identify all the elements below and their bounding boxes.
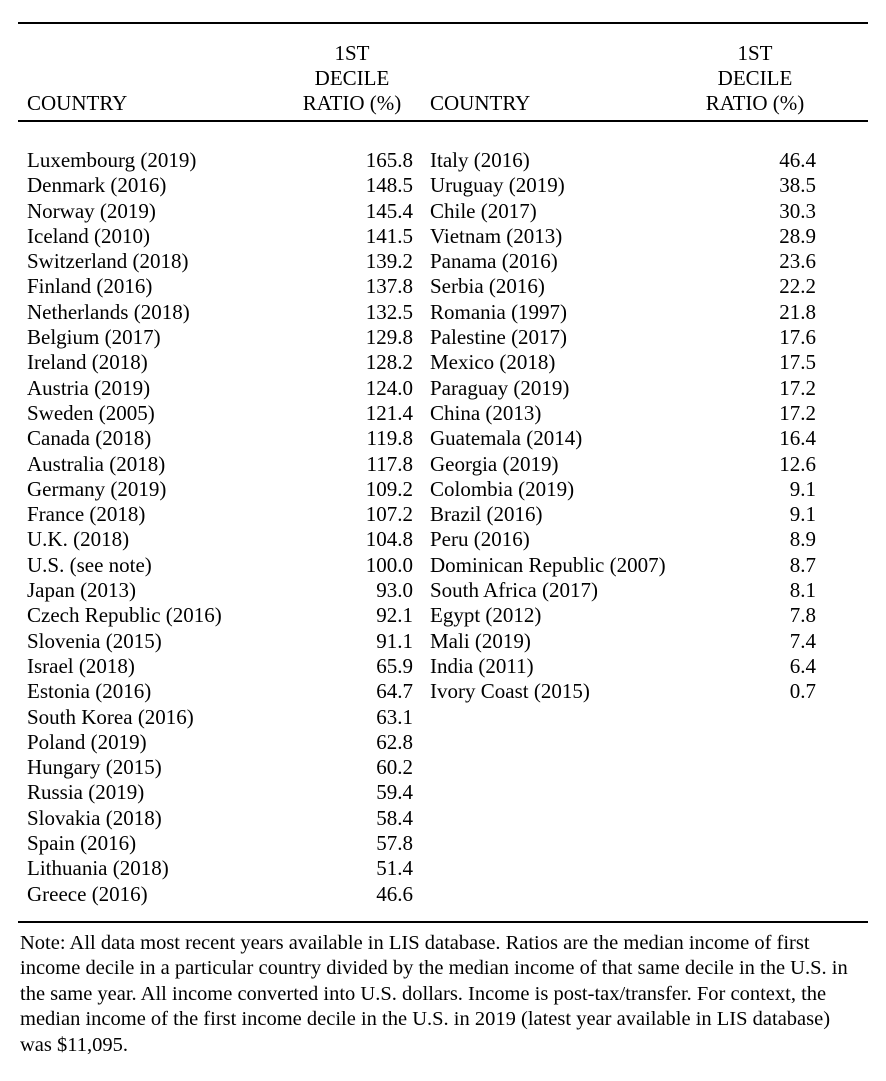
decile-ratio-cell: 16.4	[779, 426, 816, 451]
decile-ratio-cell: 12.6	[779, 451, 816, 476]
table-row	[18, 755, 421, 780]
decile-ratio-cell: 46.6	[376, 881, 413, 906]
decile-ratio-cell: 100.0	[365, 552, 413, 577]
decile-ratio-cell: 17.2	[779, 375, 816, 400]
decile-ratio-cell: 7.8	[789, 603, 816, 628]
note-spacer	[18, 907, 868, 921]
country-name-cell: Japan (2013)	[27, 578, 137, 603]
country-name-cell: Israel (2018)	[27, 653, 135, 678]
decile-ratio-cell: 30.3	[779, 198, 816, 223]
country-name-cell: Dominican Republic (2007)	[430, 552, 666, 577]
country-name-cell: Guatemala (2014)	[430, 426, 583, 451]
country-name-cell: Netherlands (2018)	[27, 299, 190, 324]
decile-ratio-cell: 0.7	[789, 679, 816, 704]
table-row	[421, 350, 824, 375]
country-name-cell: Austria (2019)	[27, 375, 151, 400]
decile-ratio-cell: 8.9	[789, 527, 816, 552]
header-group-right	[421, 41, 824, 116]
table-row	[18, 224, 421, 249]
table-row	[421, 502, 824, 527]
table-row	[18, 426, 421, 451]
table-row	[421, 452, 824, 477]
decile-ratio-cell: 129.8	[365, 325, 413, 350]
table-row	[18, 527, 421, 552]
country-name-cell: Ireland (2018)	[27, 350, 148, 375]
table-note-text: Note: All data most recent years available in LIS database. Ratios are the median income of first income decile in a particular country divided by the median income of that same decile in the U.S. in the same year. All income converted into U.S. dollars. Income is post-tax/transfer. For context, the median income of the first income decile in the U.S. in 2019 (latest year available in LIS database) was $11,095.	[20, 931, 848, 1056]
country-name-cell: Finland (2016)	[27, 274, 153, 299]
country-name-cell: Ivory Coast (2015)	[430, 679, 590, 704]
country-name-cell: Mexico (2018)	[430, 350, 556, 375]
country-name-cell: Uruguay (2019)	[430, 173, 565, 198]
table-row	[18, 780, 421, 805]
country-name-cell: China (2013)	[430, 400, 542, 425]
country-name-cell: Norway (2019)	[27, 198, 156, 223]
country-name-cell: France (2018)	[27, 502, 146, 527]
decile-ratio-cell: 8.7	[789, 552, 816, 577]
country-name-cell: U.K. (2018)	[27, 527, 130, 552]
table-row	[421, 527, 824, 552]
country-name-cell: Lithuania (2018)	[27, 856, 169, 881]
decile-ratio-cell: 28.9	[779, 223, 816, 248]
decile-ratio-cell: 64.7	[376, 679, 413, 704]
decile-ratio-cell: 7.4	[789, 628, 816, 653]
country-name-cell: Colombia (2019)	[430, 476, 575, 501]
ratio-header-line-1: 1ST	[737, 41, 773, 65]
country-name-cell: Panama (2016)	[430, 249, 558, 274]
table-row	[421, 325, 824, 350]
decile-ratio-cell: 141.5	[365, 223, 413, 248]
decile-ratio-cell: 21.8	[779, 299, 816, 324]
table-row	[421, 654, 824, 679]
column-header-ratio-left	[283, 41, 421, 116]
ratio-header-line-1: 1ST	[334, 41, 370, 65]
decile-ratio-cell: 132.5	[365, 299, 413, 324]
table-row	[421, 629, 824, 654]
country-name-cell: Iceland (2010)	[27, 223, 151, 248]
country-name-cell: Switzerland (2018)	[27, 249, 189, 274]
country-name-cell: South Africa (2017)	[430, 578, 598, 603]
country-name-cell: Poland (2019)	[27, 729, 147, 754]
table-row	[421, 603, 824, 628]
country-name-cell: Canada (2018)	[27, 426, 152, 451]
country-name-cell: Greece (2016)	[27, 881, 148, 906]
table-row	[18, 300, 421, 325]
country-name-cell: Mali (2019)	[430, 628, 531, 653]
country-name-cell: South Korea (2016)	[27, 704, 194, 729]
table-row	[18, 679, 421, 704]
decile-ratio-cell: 139.2	[365, 249, 413, 274]
decile-ratio-cell: 6.4	[789, 653, 816, 678]
ratio-header-line-2: DECILE	[717, 66, 793, 90]
table-row	[18, 882, 421, 907]
table-row	[18, 705, 421, 730]
decile-ratio-cell: 38.5	[779, 173, 816, 198]
decile-ratio-cell: 104.8	[365, 527, 413, 552]
decile-ratio-cell: 148.5	[365, 173, 413, 198]
decile-ratio-cell: 91.1	[376, 628, 413, 653]
decile-ratio-cell: 22.2	[779, 274, 816, 299]
decile-ratio-cell: 119.8	[366, 426, 413, 451]
decile-ratio-cell: 60.2	[376, 755, 413, 780]
table-row	[18, 603, 421, 628]
table-row	[421, 224, 824, 249]
table-row	[421, 679, 824, 704]
country-name-cell: India (2011)	[430, 653, 534, 678]
table-row	[18, 249, 421, 274]
country-name-cell: Denmark (2016)	[27, 173, 167, 198]
decile-ratio-cell: 137.8	[365, 274, 413, 299]
decile-ratio-cell: 9.1	[789, 502, 816, 527]
decile-ratio-cell: 63.1	[376, 704, 413, 729]
table-row	[18, 629, 421, 654]
country-name-cell: Australia (2018)	[27, 451, 166, 476]
table-row	[18, 831, 421, 856]
table-row	[18, 376, 421, 401]
country-name-cell: Vietnam (2013)	[430, 223, 563, 248]
table-page	[0, 22, 886, 1081]
table-row	[18, 502, 421, 527]
table-row	[18, 274, 421, 299]
country-name-cell: Brazil (2016)	[430, 502, 543, 527]
country-name-cell: Germany (2019)	[27, 476, 167, 501]
country-name-cell: Luxembourg (2019)	[27, 148, 197, 172]
table-row	[18, 199, 421, 224]
country-name-cell: U.S. (see note)	[27, 552, 152, 577]
country-name-cell: Slovakia (2018)	[27, 805, 162, 830]
country-name-cell: Romania (1997)	[430, 299, 568, 324]
decile-ratio-cell: 17.5	[779, 350, 816, 375]
decile-ratio-cell: 109.2	[365, 476, 413, 501]
country-name-cell: Egypt (2012)	[430, 603, 542, 628]
column-header-country-right: COUNTRY	[430, 91, 531, 115]
table-row	[421, 249, 824, 274]
decile-ratio-cell: 17.6	[779, 325, 816, 350]
table-row	[421, 199, 824, 224]
decile-ratio-cell: 121.4	[365, 400, 413, 425]
decile-ratio-cell: 23.6	[779, 249, 816, 274]
table-column-left	[18, 148, 421, 907]
table-body	[18, 122, 868, 907]
ratio-header-line-3: RATIO (%)	[302, 91, 402, 115]
table-row	[18, 452, 421, 477]
country-name-cell: Chile (2017)	[430, 198, 537, 223]
country-name-cell: Sweden (2005)	[27, 400, 155, 425]
table-header-row	[18, 24, 868, 120]
decile-ratio-cell: 46.4	[779, 148, 816, 172]
decile-ratio-cell: 145.4	[365, 198, 413, 223]
table-row	[421, 578, 824, 603]
decile-ratio-cell: 65.9	[376, 653, 413, 678]
decile-ratio-cell: 93.0	[376, 578, 413, 603]
table-row	[18, 401, 421, 426]
ratio-header-line-2: DECILE	[314, 66, 390, 90]
table-column-right	[421, 148, 824, 907]
country-name-cell: Slovenia (2015)	[27, 628, 162, 653]
country-name-cell: Georgia (2019)	[430, 451, 559, 476]
country-name-cell: Peru (2016)	[430, 527, 530, 552]
country-name-cell: Paraguay (2019)	[430, 375, 570, 400]
table-row	[421, 477, 824, 502]
country-name-cell: Serbia (2016)	[430, 274, 545, 299]
table-row	[18, 477, 421, 502]
decile-ratio-cell: 128.2	[365, 350, 413, 375]
decile-ratio-cell: 165.8	[365, 148, 413, 172]
table-row	[421, 148, 824, 173]
table-row	[421, 426, 824, 451]
table-row	[421, 300, 824, 325]
table-row	[18, 806, 421, 831]
decile-ratio-cell: 62.8	[376, 729, 413, 754]
column-header-ratio-right	[686, 41, 824, 116]
country-name-cell: Palestine (2017)	[430, 325, 568, 350]
column-header-country-left: COUNTRY	[27, 91, 128, 115]
decile-ratio-cell: 9.1	[789, 476, 816, 501]
decile-ratio-cell: 58.4	[376, 805, 413, 830]
table-row	[421, 401, 824, 426]
table-row	[18, 553, 421, 578]
decile-ratio-cell: 17.2	[779, 400, 816, 425]
ratio-header-line-3: RATIO (%)	[705, 91, 805, 115]
table-row	[18, 654, 421, 679]
decile-ratio-cell: 57.8	[376, 831, 413, 856]
table-row	[421, 553, 824, 578]
table-row	[18, 730, 421, 755]
decile-ratio-cell: 51.4	[376, 856, 413, 881]
decile-ratio-cell: 117.8	[366, 451, 413, 476]
decile-ratio-cell: 59.4	[376, 780, 413, 805]
header-group-left	[18, 41, 421, 116]
decile-ratio-cell: 124.0	[365, 375, 413, 400]
country-name-cell: Czech Republic (2016)	[27, 603, 222, 628]
country-name-cell: Russia (2019)	[27, 780, 145, 805]
table-row	[18, 325, 421, 350]
table-row	[18, 148, 421, 173]
decile-ratio-cell: 92.1	[376, 603, 413, 628]
country-name-cell: Estonia (2016)	[27, 679, 152, 704]
table-row	[421, 173, 824, 198]
table-row	[421, 376, 824, 401]
table-row	[18, 350, 421, 375]
table-row	[421, 274, 824, 299]
table-row	[18, 856, 421, 881]
note-section	[18, 923, 868, 1059]
country-name-cell: Spain (2016)	[27, 831, 137, 856]
country-name-cell: Italy (2016)	[430, 148, 530, 172]
country-name-cell: Hungary (2015)	[27, 755, 162, 780]
decile-ratio-cell: 107.2	[365, 502, 413, 527]
decile-ratio-cell: 8.1	[789, 578, 816, 603]
table-row	[18, 173, 421, 198]
country-name-cell: Belgium (2017)	[27, 325, 161, 350]
table-row	[18, 578, 421, 603]
